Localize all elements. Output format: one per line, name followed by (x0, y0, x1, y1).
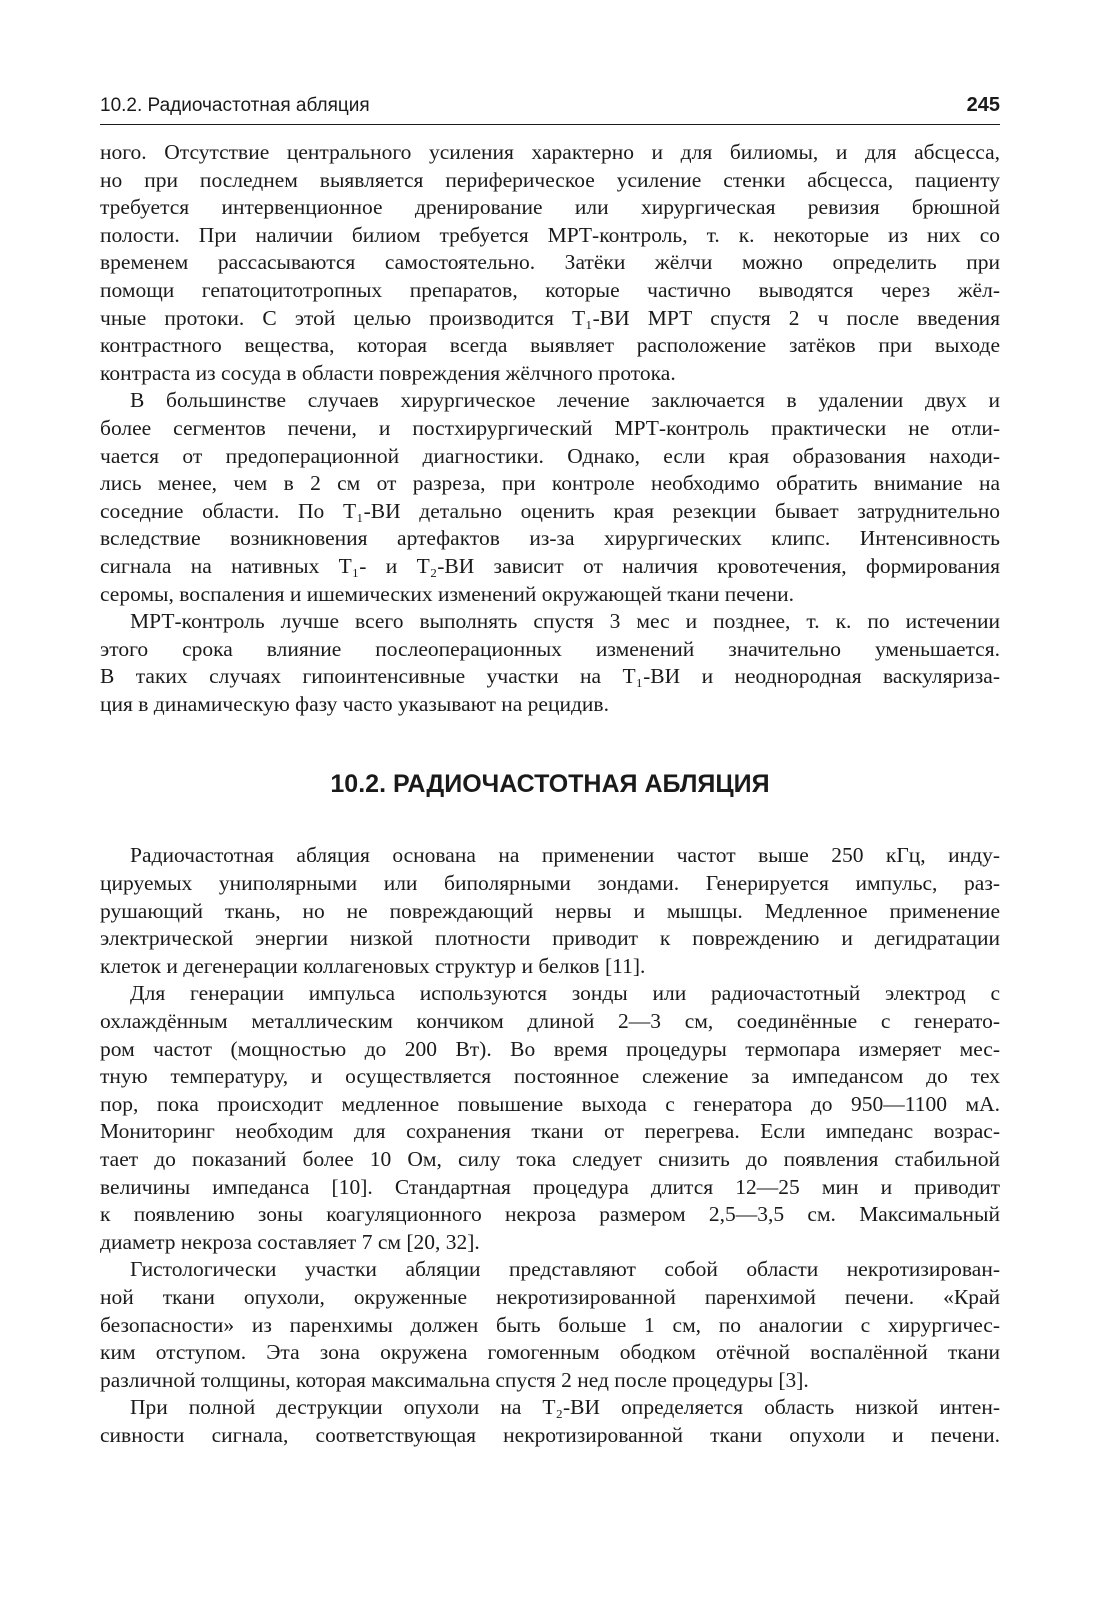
text-line: Для генерации импульса используются зонды или радиочастотный электрод с (130, 981, 1000, 1006)
text-line: Гистологически участки абляции представляют собой области некротизирован- (130, 1257, 1000, 1282)
text-line: чается от предоперационной диагностики. Однако, если края образования находи- (100, 443, 1000, 468)
text-line: более сегментов печени, и постхирургический МРТ-контроль практически не отли- (100, 415, 1000, 440)
text-line: требуется интервенционное дренирование или хирургическая ревизия брюшной (100, 195, 1000, 220)
text-line: временем рассасываются самостоятельно. Затёки жёлчи можно определить при (100, 250, 1000, 275)
page-number: 245 (966, 94, 1000, 116)
text-line: полости. При наличии билиом требуется МРТ-контроль, т. к. некоторые из них со (100, 222, 1000, 247)
text-line: вследствие возникновения артефактов из-за хирургических клипс. Интенсивность (100, 526, 1000, 551)
text-line: В таких случаях гипоинтенсивные участки на T₁-ВИ и неоднородная васкуляриза- (100, 664, 1000, 689)
text-line: ной ткани опухоли, окруженные некротизированной паренхимой печени. «Край (100, 1284, 1000, 1309)
text-line: но при последнем выявляется периферическое усиление стенки абсцесса, пациенту (100, 167, 1000, 192)
text-line: ного. Отсутствие центрального усиления характерно и для билиомы, и для абсцесса, (100, 140, 1000, 164)
text-line: тает до показаний более 10 Ом, силу тока следует снизить до появления стабильной (100, 1147, 1000, 1171)
running-header (100, 94, 1000, 125)
text-line: ция в динамическую фазу часто указывают на рецидив. (100, 691, 609, 716)
text-line: к появлению зоны коагуляционного некроза размером 2,5—3,5 см. Максимальный (100, 1202, 1000, 1227)
body-text-block-1 (100, 139, 1000, 718)
text-line: сивности сигнала, соответствующая некротизированной ткани опухоли и печени. (100, 1422, 1000, 1447)
text-line: МРТ-контроль лучше всего выполнять спустя 3 мес и позднее, т. к. по истечении (130, 609, 1000, 634)
text-line: диаметр некроза составляет 7 см [20, 32]. (100, 1229, 480, 1254)
text-line: серомы, воспаления и ишемических изменений окружающей ткани печени. (100, 581, 795, 606)
text-line: контрастного вещества, которая всегда выявляет расположение затёков при выходе (100, 333, 1000, 358)
text-line: различной толщины, которая максимальна спустя 2 нед после процедуры [3]. (100, 1367, 809, 1392)
text-line: соседние области. По T₁-ВИ детально оценить края резекции бывает затруднительно (100, 498, 1000, 523)
text-line: охлаждённым металлическим кончиком длиной 2—3 см, соединённые с генерато- (100, 1009, 1000, 1034)
book-page (100, 94, 1000, 1450)
text-line: сигнала на нативных T₁- и T₂-ВИ зависит от наличия кровотечения, формирования (100, 553, 1000, 578)
text-line: пор, пока происходит медленное повышение выхода с генератора до 950—1100 мА. (100, 1091, 1000, 1116)
text-line: ким отступом. Эта зона окружена гомогенным ободком отёчной воспалённой ткани (100, 1340, 1000, 1365)
text-line: При полной деструкции опухоли на T₂-ВИ определяется область низкой интен- (130, 1395, 1000, 1420)
body-text-block-2 (100, 842, 1000, 1449)
text-line: клеток и дегенерации коллагеновых структур и белков [11]. (100, 953, 646, 978)
text-line: лись менее, чем в 2 см от разреза, при контроле необходимо обратить внимание на (100, 471, 1000, 496)
section-heading: 10.2. РАДИОЧАСТОТНАЯ АБЛЯЦИЯ (330, 770, 770, 799)
text-line: величины импеданса [10]. Стандартная процедура длится 12—25 мин и приводит (100, 1174, 1000, 1199)
text-line: контраста из сосуда в области повреждения жёлчного протока. (100, 360, 676, 385)
text-line: ром частот (мощностью до 200 Вт). Во время процедуры термопара измеряет мес- (100, 1036, 1000, 1061)
text-line: цируемых униполярными или биполярными зондами. Генерируется импульс, раз- (100, 871, 1000, 896)
text-line: чные протоки. С этой целью производится T₁-ВИ МРТ спустя 2 ч после введения (100, 305, 1000, 330)
text-line: Мониторинг необходим для сохранения ткани от перегрева. Если импеданс возрас- (100, 1119, 1000, 1144)
text-line: В большинстве случаев хирургическое лечение заключается в удалении двух и (130, 388, 1000, 413)
text-line: Радиочастотная абляция основана на применении частот выше 250 кГц, инду- (130, 843, 1000, 868)
text-line: рушающий ткань, но не повреждающий нервы и мышцы. Медленное применение (100, 898, 1000, 923)
text-line: безопасности» из паренхимы должен быть больше 1 см, по аналогии с хирургичес- (100, 1312, 1000, 1337)
running-header-section-title: 10.2. Радиочастотная абляция (100, 95, 370, 116)
text-line: электрической энергии низкой плотности приводит к повреждению и дегидратации (100, 926, 1000, 951)
text-line: помощи гепатоцитотропных препаратов, которые частично выводятся через жёл- (100, 277, 1000, 302)
text-line: тную температуру, и осуществляется постоянное слежение за импедансом до тех (100, 1064, 1000, 1089)
text-line: этого срока влияние послеоперационных изменений значительно уменьшается. (100, 636, 1000, 661)
